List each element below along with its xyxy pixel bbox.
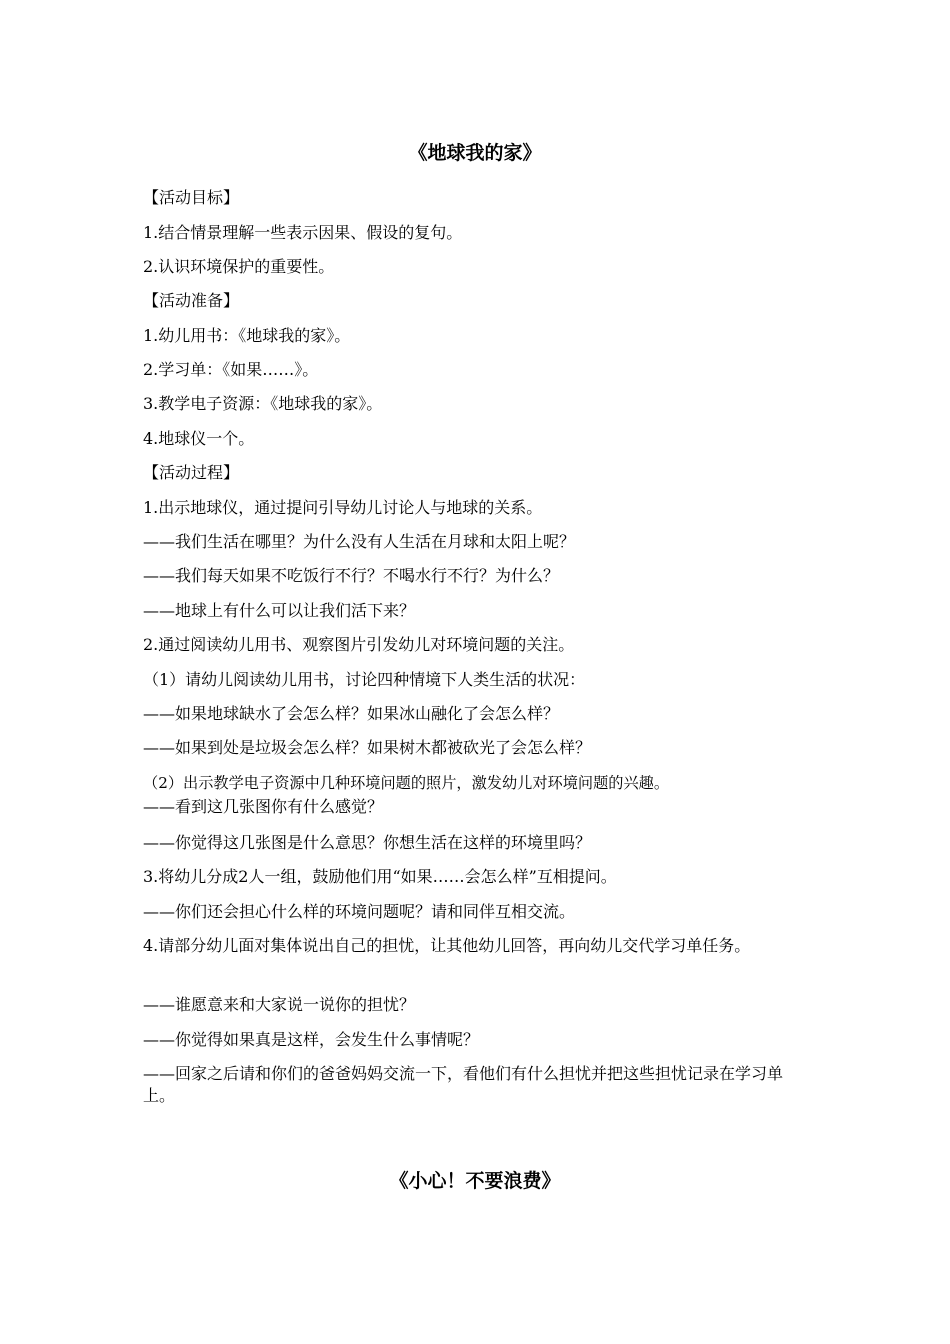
process-item: ——你觉得这几张图是什么意思？你想生活在这样的环境里吗？ (143, 833, 592, 852)
process-item: 4.请部分幼儿面对集体说出自己的担忧，让其他幼儿回答，再向幼儿交代学习单任务。 (143, 936, 751, 955)
process-item: ——谁愿意来和大家说一说你的担忧？ (143, 995, 416, 1014)
title-earth-my-home: 《地球我的家》 (408, 142, 542, 164)
process-item: ——看到这几张图你有什么感觉？ (143, 797, 384, 816)
process-heading: 【活动过程】 (143, 463, 240, 482)
process-item: 2.通过阅读幼儿用书、观察图片引发幼儿对环境问题的关注。 (143, 635, 575, 654)
prep-item: 3.教学电子资源：《地球我的家》。 (143, 394, 383, 413)
prep-heading: 【活动准备】 (143, 291, 240, 310)
prep-item: 1.幼儿用书：《地球我的家》。 (143, 326, 351, 345)
process-item: 1.出示地球仪，通过提问引导幼儿讨论人与地球的关系。 (143, 498, 543, 517)
process-item: ——我们生活在哪里？为什么没有人生活在月球和太阳上呢？ (143, 532, 576, 551)
process-item: ——你觉得如果真是这样，会发生什么事情呢？ (143, 1030, 480, 1049)
process-item: ——我们每天如果不吃饭行不行？不喝水行不行？为什么？ (143, 566, 560, 585)
process-item: ——地球上有什么可以让我们活下来？ (143, 601, 416, 620)
prep-item: 2.学习单：《如果……》。 (143, 360, 319, 379)
process-item: （1）请幼儿阅读幼儿用书，讨论四种情境下人类生活的状况： (143, 670, 586, 689)
process-item: （2）出示教学电子资源中几种环境问题的照片，激发幼儿对环境问题的兴趣。 (143, 774, 670, 792)
process-item: ——如果到处是垃圾会怎么样？如果树木都被砍光了会怎么样？ (143, 738, 592, 757)
process-item: 3.将幼儿分成2人一组，鼓励他们用“如果……会怎么样”互相提问。 (143, 867, 617, 886)
goal-item: 1.结合情景理解一些表示因果、假设的复句。 (143, 223, 463, 242)
title-careful-no-waste: 《小心！不要浪费》 (389, 1170, 561, 1192)
process-item: ——你们还会担心什么样的环境问题呢？请和同伴互相交流。 (143, 902, 576, 921)
goals-heading: 【活动目标】 (143, 188, 240, 207)
goal-item: 2.认识环境保护的重要性。 (143, 257, 335, 276)
process-item: ——如果地球缺水了会怎么样？如果冰山融化了会怎么样？ (143, 704, 560, 723)
prep-item: 4.地球仪一个。 (143, 429, 255, 448)
process-item: ——回家之后请和你们的爸爸妈妈交流一下，看他们有什么担忧并把这些担忧记录在学习单上。 (143, 1064, 784, 1105)
